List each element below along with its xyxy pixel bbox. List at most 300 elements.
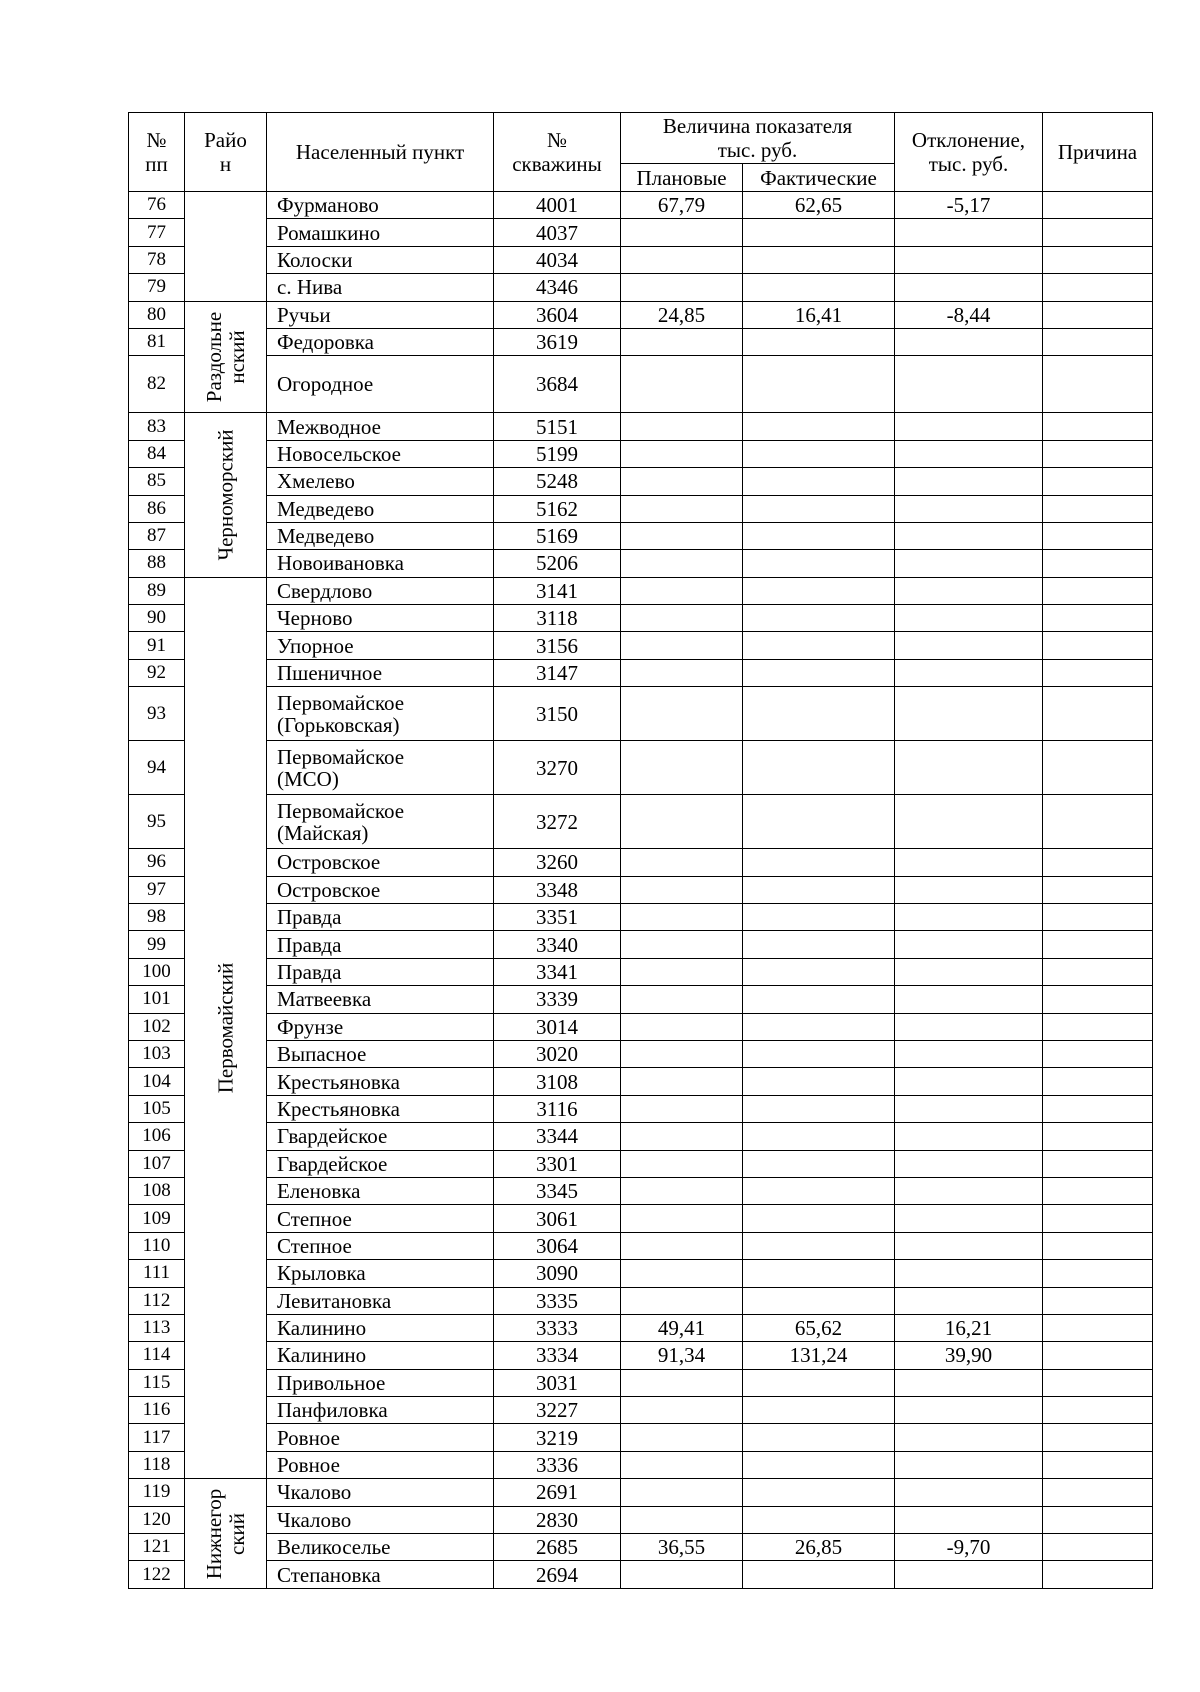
planned-value <box>621 904 743 931</box>
row-number: 94 <box>129 741 185 795</box>
planned-value <box>621 1506 743 1533</box>
actual-value <box>743 986 895 1013</box>
actual-value <box>743 1479 895 1506</box>
well-number: 3014 <box>494 1013 621 1040</box>
table-row <box>129 876 1153 903</box>
table-row <box>129 413 1153 440</box>
actual-value <box>743 1451 895 1478</box>
planned-value <box>621 876 743 903</box>
table-row <box>129 1314 1153 1341</box>
table-row <box>129 1534 1153 1561</box>
actual-value <box>743 550 895 577</box>
well-number: 2685 <box>494 1534 621 1561</box>
actual-value <box>743 468 895 495</box>
place-name: Гвардейское <box>267 1150 494 1177</box>
table-row <box>129 522 1153 549</box>
actual-value: 26,85 <box>743 1534 895 1561</box>
planned-value <box>621 986 743 1013</box>
well-number: 5151 <box>494 413 621 440</box>
planned-value <box>621 413 743 440</box>
reason-value <box>1043 795 1153 849</box>
well-number: 3348 <box>494 876 621 903</box>
table-row <box>129 741 1153 795</box>
place-name: Матвеевка <box>267 986 494 1013</box>
deviation-value <box>895 931 1043 958</box>
planned-value <box>621 1068 743 1095</box>
planned-value <box>621 1150 743 1177</box>
well-number: 3020 <box>494 1040 621 1067</box>
table-row <box>129 687 1153 741</box>
deviation-value <box>895 356 1043 413</box>
planned-value: 24,85 <box>621 301 743 328</box>
well-number: 3272 <box>494 795 621 849</box>
reason-value <box>1043 328 1153 355</box>
table-row <box>129 1424 1153 1451</box>
planned-value <box>621 550 743 577</box>
well-number: 3260 <box>494 849 621 876</box>
place-name: Степановка <box>267 1561 494 1588</box>
row-number: 112 <box>129 1287 185 1314</box>
place-name: Пшеничное <box>267 659 494 686</box>
table-row <box>129 1013 1153 1040</box>
planned-value <box>621 931 743 958</box>
well-number: 3150 <box>494 687 621 741</box>
planned-value <box>621 356 743 413</box>
actual-value <box>743 958 895 985</box>
well-number: 3108 <box>494 1068 621 1095</box>
place-name: Панфиловка <box>267 1397 494 1424</box>
deviation-value <box>895 1068 1043 1095</box>
row-number: 106 <box>129 1123 185 1150</box>
row-number: 103 <box>129 1040 185 1067</box>
table-row <box>129 440 1153 467</box>
actual-value <box>743 1369 895 1396</box>
row-number: 99 <box>129 931 185 958</box>
place-name: Фрунзе <box>267 1013 494 1040</box>
planned-value <box>621 1232 743 1259</box>
well-number: 4034 <box>494 246 621 273</box>
table-row <box>129 1342 1153 1369</box>
deviation-value <box>895 1040 1043 1067</box>
well-number: 5162 <box>494 495 621 522</box>
deviation-value <box>895 1150 1043 1177</box>
planned-value <box>621 1260 743 1287</box>
row-number: 118 <box>129 1451 185 1478</box>
reason-value <box>1043 413 1153 440</box>
deviation-value <box>895 413 1043 440</box>
place-name: Великоселье <box>267 1534 494 1561</box>
actual-value: 16,41 <box>743 301 895 328</box>
row-number: 109 <box>129 1205 185 1232</box>
deviation-value <box>895 1561 1043 1588</box>
deviation-value <box>895 274 1043 301</box>
deviation-value <box>895 550 1043 577</box>
place-name: Степное <box>267 1205 494 1232</box>
deviation-value <box>895 1260 1043 1287</box>
actual-value <box>743 274 895 301</box>
district-cell <box>185 301 267 413</box>
place-name: Гвардейское <box>267 1123 494 1150</box>
district-cell <box>185 1479 267 1589</box>
place-name: Привольное <box>267 1369 494 1396</box>
table-row <box>129 1177 1153 1204</box>
header-num: № пп <box>129 113 185 192</box>
planned-value <box>621 958 743 985</box>
reason-value <box>1043 849 1153 876</box>
actual-value <box>743 687 895 741</box>
table-row <box>129 1397 1153 1424</box>
reason-value <box>1043 605 1153 632</box>
place-name: Чкалово <box>267 1506 494 1533</box>
row-number: 119 <box>129 1479 185 1506</box>
table-row <box>129 605 1153 632</box>
planned-value <box>621 219 743 246</box>
planned-value <box>621 577 743 604</box>
reason-value <box>1043 468 1153 495</box>
well-number: 3684 <box>494 356 621 413</box>
row-number: 78 <box>129 246 185 273</box>
actual-value: 65,62 <box>743 1314 895 1341</box>
place-name: Ровное <box>267 1451 494 1478</box>
reason-value <box>1043 1287 1153 1314</box>
table-row <box>129 795 1153 849</box>
table-row <box>129 986 1153 1013</box>
planned-value <box>621 1479 743 1506</box>
actual-value <box>743 577 895 604</box>
place-name: Хмелево <box>267 468 494 495</box>
actual-value <box>743 795 895 849</box>
row-number: 113 <box>129 1314 185 1341</box>
actual-value <box>743 1177 895 1204</box>
reason-value <box>1043 1068 1153 1095</box>
table-row <box>129 931 1153 958</box>
actual-value <box>743 413 895 440</box>
reason-value <box>1043 1150 1153 1177</box>
place-name: Еленовка <box>267 1177 494 1204</box>
row-number: 87 <box>129 522 185 549</box>
place-name: Новосельское <box>267 440 494 467</box>
reason-value <box>1043 958 1153 985</box>
planned-value <box>621 1369 743 1396</box>
header-planned: Плановые <box>621 164 743 192</box>
actual-value <box>743 1150 895 1177</box>
place-name: Крестьяновка <box>267 1095 494 1122</box>
table-row <box>129 328 1153 355</box>
header-district: Райо н <box>185 113 267 192</box>
planned-value <box>621 1095 743 1122</box>
reason-value <box>1043 986 1153 1013</box>
row-number: 95 <box>129 795 185 849</box>
deviation-value <box>895 1506 1043 1533</box>
planned-value <box>621 1561 743 1588</box>
well-number: 3619 <box>494 328 621 355</box>
deviation-value <box>895 1177 1043 1204</box>
table-row <box>129 1095 1153 1122</box>
actual-value <box>743 1287 895 1314</box>
deviation-value <box>895 440 1043 467</box>
planned-value <box>621 522 743 549</box>
wells-table <box>128 112 1153 1589</box>
actual-value <box>743 219 895 246</box>
reason-value <box>1043 1451 1153 1478</box>
row-number: 96 <box>129 849 185 876</box>
place-name: с. Нива <box>267 274 494 301</box>
well-number: 5199 <box>494 440 621 467</box>
well-number: 3604 <box>494 301 621 328</box>
reason-value <box>1043 1260 1153 1287</box>
deviation-value <box>895 468 1043 495</box>
actual-value <box>743 632 895 659</box>
actual-value <box>743 931 895 958</box>
reason-value <box>1043 1424 1153 1451</box>
place-name: Медведево <box>267 495 494 522</box>
row-number: 81 <box>129 328 185 355</box>
actual-value <box>743 440 895 467</box>
row-number: 86 <box>129 495 185 522</box>
actual-value <box>743 605 895 632</box>
well-number: 5206 <box>494 550 621 577</box>
place-name: Федоровка <box>267 328 494 355</box>
planned-value <box>621 468 743 495</box>
reason-value <box>1043 632 1153 659</box>
planned-value: 36,55 <box>621 1534 743 1561</box>
place-name: Левитановка <box>267 1287 494 1314</box>
table-row <box>129 1506 1153 1533</box>
table-row <box>129 1369 1153 1396</box>
reason-value <box>1043 1369 1153 1396</box>
row-number: 79 <box>129 274 185 301</box>
table-row <box>129 1123 1153 1150</box>
planned-value <box>621 1451 743 1478</box>
planned-value <box>621 328 743 355</box>
well-number: 3345 <box>494 1177 621 1204</box>
district-label: Раздольне нский <box>201 311 249 403</box>
place-name: Фурманово <box>267 192 494 219</box>
deviation-value <box>895 741 1043 795</box>
well-number: 3339 <box>494 986 621 1013</box>
place-name: Новоивановка <box>267 550 494 577</box>
table-row <box>129 356 1153 413</box>
row-number: 83 <box>129 413 185 440</box>
reason-value <box>1043 931 1153 958</box>
reason-value <box>1043 522 1153 549</box>
table-row <box>129 1068 1153 1095</box>
deviation-value <box>895 495 1043 522</box>
planned-value <box>621 1397 743 1424</box>
place-name: Ровное <box>267 1424 494 1451</box>
deviation-value <box>895 1287 1043 1314</box>
row-number: 98 <box>129 904 185 931</box>
actual-value <box>743 1205 895 1232</box>
planned-value <box>621 1424 743 1451</box>
header-actual: Фактические <box>743 164 895 192</box>
district-cell <box>185 192 267 302</box>
deviation-value <box>895 577 1043 604</box>
well-number: 5169 <box>494 522 621 549</box>
table-row <box>129 1287 1153 1314</box>
actual-value <box>743 522 895 549</box>
reason-value <box>1043 495 1153 522</box>
row-number: 115 <box>129 1369 185 1396</box>
deviation-value <box>895 1424 1043 1451</box>
reason-value <box>1043 219 1153 246</box>
deviation-value <box>895 1397 1043 1424</box>
well-number: 2691 <box>494 1479 621 1506</box>
well-number: 3090 <box>494 1260 621 1287</box>
well-number: 3334 <box>494 1342 621 1369</box>
deviation-value <box>895 219 1043 246</box>
table-row <box>129 192 1153 219</box>
planned-value <box>621 687 743 741</box>
table-row <box>129 274 1153 301</box>
well-number: 3061 <box>494 1205 621 1232</box>
well-number: 2830 <box>494 1506 621 1533</box>
actual-value <box>743 1068 895 1095</box>
table-row <box>129 659 1153 686</box>
actual-value <box>743 876 895 903</box>
row-number: 82 <box>129 356 185 413</box>
table-row <box>129 1451 1153 1478</box>
table-row <box>129 550 1153 577</box>
well-number: 3156 <box>494 632 621 659</box>
table-row <box>129 1561 1153 1588</box>
planned-value <box>621 795 743 849</box>
row-number: 93 <box>129 687 185 741</box>
row-number: 100 <box>129 958 185 985</box>
deviation-value <box>895 522 1043 549</box>
deviation-value <box>895 1369 1043 1396</box>
deviation-value <box>895 1013 1043 1040</box>
planned-value <box>621 1123 743 1150</box>
well-number: 3141 <box>494 577 621 604</box>
place-name: Крестьяновка <box>267 1068 494 1095</box>
table-row <box>129 1479 1153 1506</box>
place-name: Калинино <box>267 1314 494 1341</box>
row-number: 116 <box>129 1397 185 1424</box>
well-number: 4037 <box>494 219 621 246</box>
deviation-value <box>895 904 1043 931</box>
reason-value <box>1043 687 1153 741</box>
deviation-value <box>895 1232 1043 1259</box>
deviation-value <box>895 1095 1043 1122</box>
planned-value <box>621 1013 743 1040</box>
deviation-value: -9,70 <box>895 1534 1043 1561</box>
table-row <box>129 219 1153 246</box>
table-row <box>129 632 1153 659</box>
district-label: Черноморский <box>213 429 237 561</box>
table-row <box>129 1205 1153 1232</box>
actual-value <box>743 1232 895 1259</box>
row-number: 104 <box>129 1068 185 1095</box>
place-name: Первомайское (Горьковская) <box>267 687 494 741</box>
row-number: 114 <box>129 1342 185 1369</box>
well-number: 3341 <box>494 958 621 985</box>
table-row <box>129 577 1153 604</box>
district-cell <box>185 413 267 577</box>
row-number: 84 <box>129 440 185 467</box>
well-number: 3344 <box>494 1123 621 1150</box>
actual-value <box>743 1424 895 1451</box>
place-name: Огородное <box>267 356 494 413</box>
row-number: 97 <box>129 876 185 903</box>
reason-value <box>1043 1479 1153 1506</box>
header-reason: Причина <box>1043 113 1153 192</box>
reason-value <box>1043 904 1153 931</box>
actual-value <box>743 1040 895 1067</box>
planned-value <box>621 274 743 301</box>
planned-value <box>621 440 743 467</box>
header-deviation: Отклонение, тыс. руб. <box>895 113 1043 192</box>
row-number: 121 <box>129 1534 185 1561</box>
row-number: 120 <box>129 1506 185 1533</box>
table-row <box>129 495 1153 522</box>
place-name: Черново <box>267 605 494 632</box>
row-number: 101 <box>129 986 185 1013</box>
reason-value <box>1043 550 1153 577</box>
district-cell <box>185 577 267 1479</box>
reason-value <box>1043 1342 1153 1369</box>
planned-value <box>621 1205 743 1232</box>
deviation-value <box>895 328 1043 355</box>
well-number: 4346 <box>494 274 621 301</box>
reason-value <box>1043 301 1153 328</box>
place-name: Выпасное <box>267 1040 494 1067</box>
actual-value <box>743 328 895 355</box>
place-name: Первомайское (Майская) <box>267 795 494 849</box>
well-number: 3336 <box>494 1451 621 1478</box>
reason-value <box>1043 1561 1153 1588</box>
table-row <box>129 1260 1153 1287</box>
header-indicator: Величина показателя тыс. руб. <box>621 113 895 164</box>
deviation-value <box>895 246 1043 273</box>
deviation-value <box>895 1123 1043 1150</box>
reason-value <box>1043 659 1153 686</box>
row-number: 108 <box>129 1177 185 1204</box>
table-row <box>129 246 1153 273</box>
deviation-value <box>895 605 1043 632</box>
place-name: Колоски <box>267 246 494 273</box>
row-number: 85 <box>129 468 185 495</box>
actual-value <box>743 356 895 413</box>
deviation-value <box>895 687 1043 741</box>
place-name: Правда <box>267 931 494 958</box>
well-number: 4001 <box>494 192 621 219</box>
row-number: 102 <box>129 1013 185 1040</box>
reason-value <box>1043 192 1153 219</box>
reason-value <box>1043 1177 1153 1204</box>
row-number: 105 <box>129 1095 185 1122</box>
place-name: Свердлово <box>267 577 494 604</box>
reason-value <box>1043 876 1153 903</box>
planned-value: 91,34 <box>621 1342 743 1369</box>
reason-value <box>1043 246 1153 273</box>
actual-value <box>743 1260 895 1287</box>
reason-value <box>1043 356 1153 413</box>
actual-value <box>743 1123 895 1150</box>
reason-value <box>1043 1205 1153 1232</box>
deviation-value <box>895 986 1043 1013</box>
actual-value <box>743 1397 895 1424</box>
table-row <box>129 1040 1153 1067</box>
row-number: 111 <box>129 1260 185 1287</box>
actual-value <box>743 1506 895 1533</box>
row-number: 117 <box>129 1424 185 1451</box>
row-number: 88 <box>129 550 185 577</box>
planned-value: 49,41 <box>621 1314 743 1341</box>
well-number: 3116 <box>494 1095 621 1122</box>
deviation-value <box>895 958 1043 985</box>
well-number: 3118 <box>494 605 621 632</box>
